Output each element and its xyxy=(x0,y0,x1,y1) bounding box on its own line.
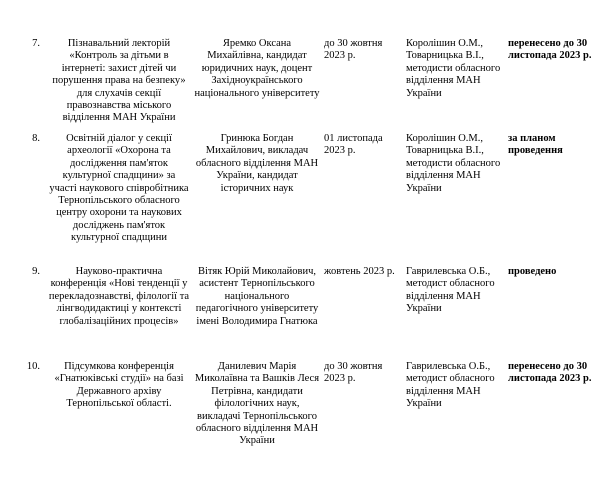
event-speaker: Данилевич Марія Миколаївна та Вашків Леся Петрівна, кандидати філологічних наук, викладачі Тернопільського обласного відділення МАН України xyxy=(194,361,320,447)
row-number: 10. xyxy=(26,361,40,372)
events-table xyxy=(0,38,605,466)
table-row xyxy=(0,38,605,133)
event-responsible: Королішин О.М., Товарницька В.І., методисти обласного відділення МАН України xyxy=(406,38,501,99)
event-status: проведено xyxy=(508,266,557,277)
event-responsible: Гаврилевська О.Б., методист обласного відділення МАН України xyxy=(406,361,495,410)
row-number: 9. xyxy=(32,266,40,277)
event-status: перенесено до 30 листопада 2023 р. xyxy=(508,38,592,62)
table-row xyxy=(0,266,605,361)
event-responsible: Королішин О.М., Товарницька В.І., методисти обласного відділення МАН України xyxy=(406,133,501,194)
event-status: перенесено до 30 листопада 2023 р. xyxy=(508,361,592,385)
event-title: Науково-практична конференція «Нові тенденції у перекладознавстві, філології та лінгводидактиці у контексті глобалізаційних процесів» xyxy=(48,266,190,327)
event-title: Підсумкова конференція «Гнатюківські студії» на базі Державного архіву Тернопільської області. xyxy=(54,361,184,410)
event-speaker: Вітяк Юрій Миколайович, асистент Тернопільського національного педагогічного університету імені Володимира Гнатюка xyxy=(195,266,319,327)
event-status: за планом проведення xyxy=(508,133,563,157)
event-speaker: Яремко Оксана Михайлівна, кандидат юридичних наук, доцент Західноукраїнського національного університету xyxy=(194,38,320,99)
table-row xyxy=(0,361,605,466)
row-number: 7. xyxy=(32,38,40,49)
table-row xyxy=(0,133,605,266)
event-date: до 30 жовтня 2023 р. xyxy=(324,361,383,385)
event-date: до 30 жовтня 2023 р. xyxy=(324,38,383,62)
event-date: 01 листопада 2023 р. xyxy=(324,133,383,157)
event-responsible: Гаврилевська О.Б., методист обласного відділення МАН України xyxy=(406,266,495,315)
event-title: Освітній діалог у секції археології «Охорона та дослідження пам'яток культурної спадщини» за участі наукового співробітника Тернопільського обласного центру охорони та наукових досліджень пам'яток культурної спадщини xyxy=(49,133,189,244)
event-title: Пізнавальний лекторій «Контроль за дітьми в інтернеті: захист дітей чи порушення права на безпеку» для слухачів секції правознавства міського відділення МАН України xyxy=(52,38,186,124)
event-speaker: Гринюка Богдан Михайлович, викладач обласного відділення МАН України, кандидат історичних наук xyxy=(195,133,319,194)
event-date: жовтень 2023 р. xyxy=(324,266,395,277)
row-number: 8. xyxy=(32,133,40,144)
